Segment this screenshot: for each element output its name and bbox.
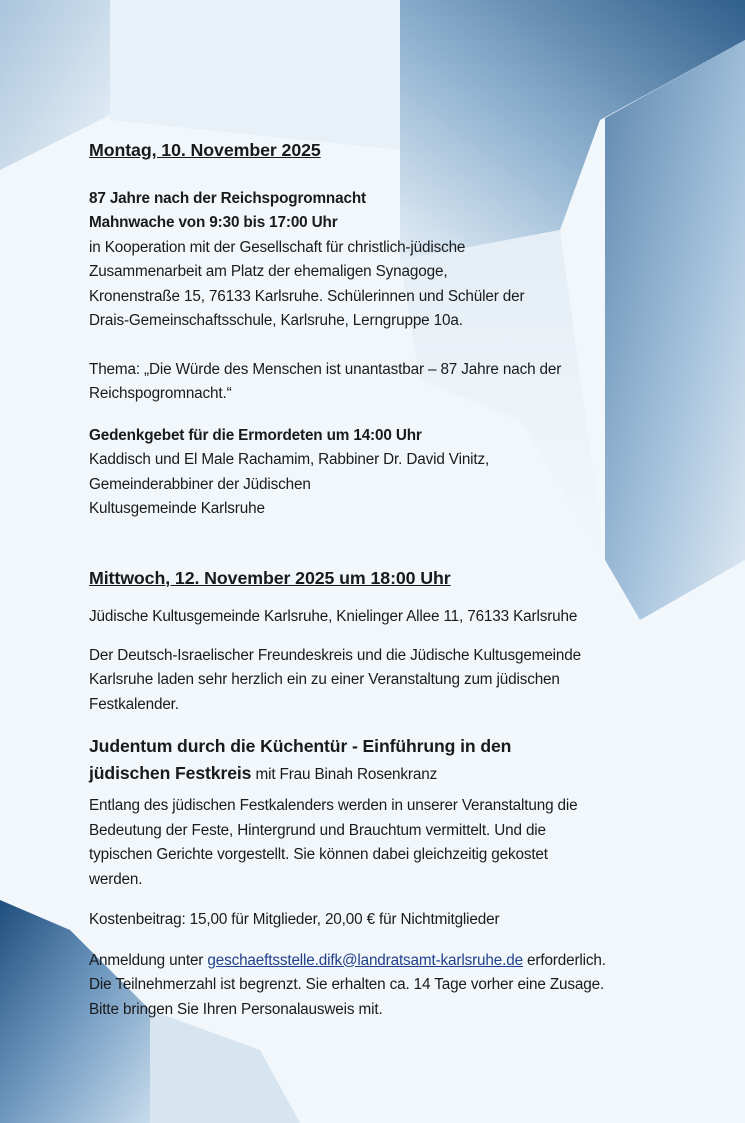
event2-desc-line: Entlang des jüdischen Festkalenders werden in unserer Veranstaltung die — [89, 797, 578, 814]
event2-fee: Kostenbeitrag: 15,00 für Mitglieder, 20,00 € für Nichtmitglieder — [89, 911, 500, 928]
event1-line: Zusammenarbeit am Platz der ehemaligen Synagoge, — [89, 263, 448, 280]
event2-location: Jüdische Kultusgemeinde Karlsruhe, Knielinger Allee 11, 76133 Karlsruhe — [89, 608, 578, 625]
event2-talk-speaker: mit Frau Binah Rosenkranz — [251, 766, 438, 783]
registration-prefix: Anmeldung unter — [89, 951, 208, 969]
event1-title: 87 Jahre nach der Reichspogromnacht — [89, 189, 366, 207]
event2-talk-title-line2 — [89, 760, 649, 788]
registration-line: Die Teilnehmerzahl ist begrenzt. Sie erhalten ca. 14 Tage vorher eine Zusage. — [89, 976, 605, 993]
event2-talk-title-bold: jüdischen Festkreis — [89, 763, 252, 783]
event2-desc-line: typischen Gerichte vorgestellt. Sie können dabei gleichzeitig gekostet — [89, 846, 548, 863]
event2-desc-line: werden. — [89, 870, 143, 888]
event1-prayer-line: Kaddisch und El Male Rachamim, Rabbiner Dr. David Vinitz, — [89, 451, 490, 468]
document-body — [89, 138, 649, 1022]
event2-invite-line: Festkalender. — [89, 695, 179, 713]
event2-desc-line: Bedeutung der Feste, Hintergrund und Brauchtum vermittelt. Und die — [89, 821, 546, 839]
event1-prayer-line: Gemeinderabbiner der Jüdischen — [89, 475, 311, 493]
registration-line: Bitte bringen Sie Ihren Personalausweis mit. — [89, 1000, 383, 1018]
event1-prayer-line: Kultusgemeinde Karlsruhe — [89, 500, 265, 517]
event1-line: in Kooperation mit der Gesellschaft für christlich-jüdische — [89, 238, 466, 256]
registration-suffix: erforderlich. — [522, 951, 606, 969]
event1-line: Drais-Gemeinschaftsschule, Karlsruhe, Lerngruppe 10a. — [89, 312, 463, 329]
event2-invite-line: Karlsruhe laden sehr herzlich ein zu einer Veranstaltung zum jüdischen — [89, 671, 560, 688]
event1-line: Kronenstraße 15, 76133 Karlsruhe. Schülerinnen und Schüler der — [89, 287, 525, 305]
event1-prayer-title: Gedenkgebet für die Ermordeten um 14:00 Uhr — [89, 426, 422, 444]
event2-invite-line: Der Deutsch-Israelischer Freundeskreis und die Jüdische Kultusgemeinde — [89, 646, 581, 664]
event1-date-heading: Montag, 10. November 2025 — [89, 140, 321, 160]
event2-talk-title: Judentum durch die Küchentür - Einführung in den — [89, 736, 512, 756]
event1-vigil: Mahnwache von 9:30 bis 17:00 Uhr — [89, 214, 338, 231]
event1-theme-line: Thema: „Die Würde des Menschen ist unantastbar – 87 Jahre nach der — [89, 360, 562, 378]
registration-email-link[interactable]: geschaeftsstelle.difk@landratsamt-karlsruhe.de — [207, 951, 523, 969]
event2-registration — [89, 949, 649, 974]
event2-date-heading: Mittwoch, 12. November 2025 um 18:00 Uhr — [89, 567, 451, 588]
event1-theme-line: Reichspogromnacht.“ — [89, 385, 232, 402]
